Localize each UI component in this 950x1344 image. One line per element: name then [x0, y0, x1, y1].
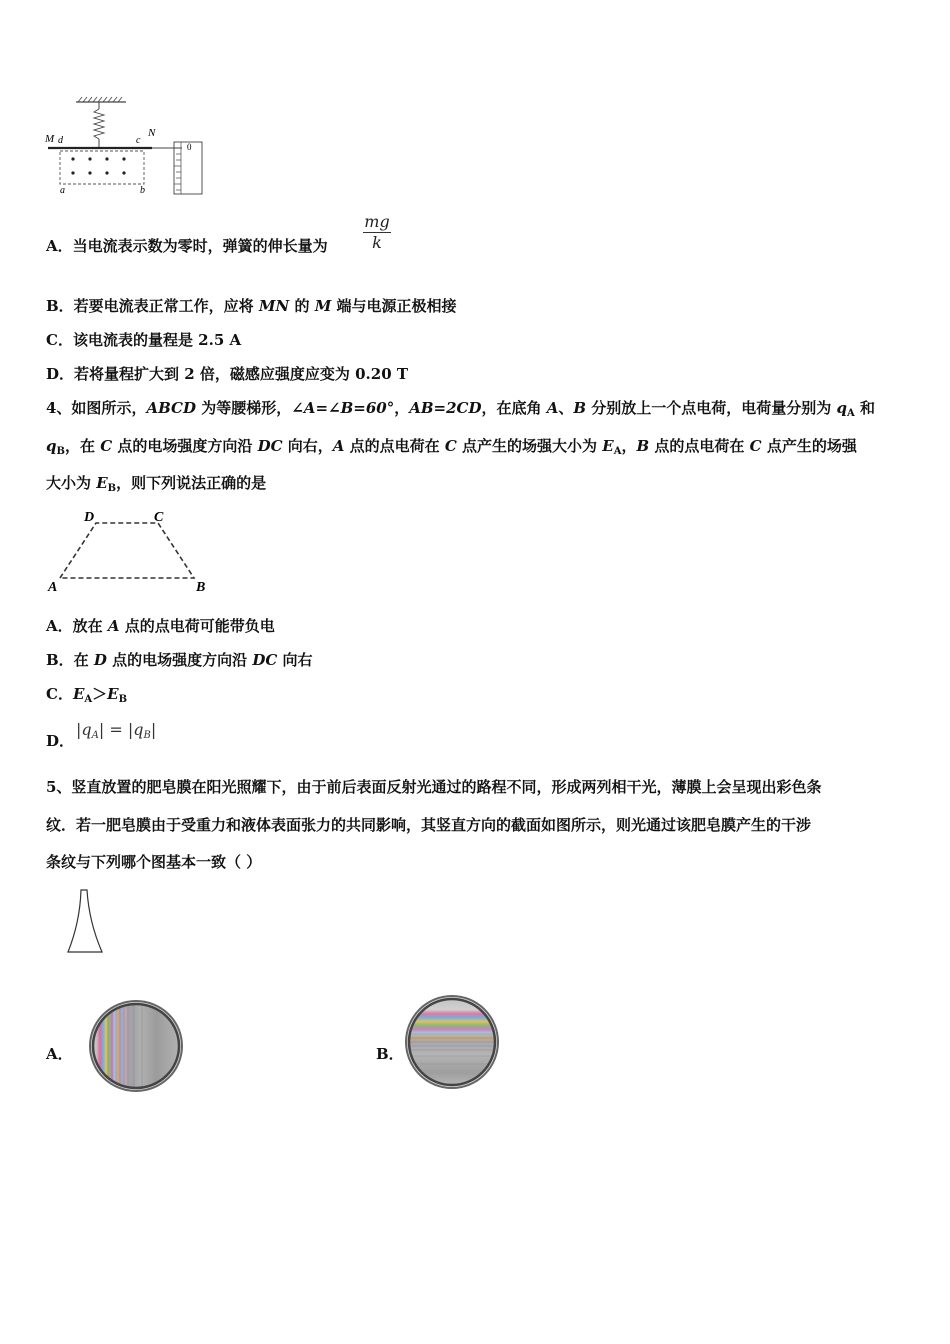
label-D: D: [84, 510, 95, 525]
abs-charge-equation: |qA| = |qB|: [76, 720, 157, 741]
label-zero: 0: [187, 142, 192, 152]
label-c: c: [136, 135, 141, 146]
q5-option-a-label[interactable]: A．: [46, 1045, 73, 1063]
label-C: C: [154, 510, 164, 525]
label-a: a: [60, 185, 65, 196]
label-A: A: [48, 580, 58, 594]
label-B: B: [196, 580, 206, 594]
q5-option-b-label[interactable]: B．: [376, 1045, 404, 1063]
label-b: b: [140, 185, 145, 196]
q5-stem-line3: 条纹与下列哪个图基本一致（ ）: [46, 853, 262, 871]
q4-option-b[interactable]: B．在 D 点的电场强度方向沿 DC 向右: [46, 651, 313, 669]
label-N: N: [148, 127, 156, 139]
fraction-denominator: k: [372, 233, 382, 252]
label-M: M: [45, 133, 55, 145]
fraction-numerator: mg: [364, 212, 390, 231]
trapezoid-diagram: [44, 506, 214, 594]
q4-stem-line1: 4、如图所示，ABCD 为等腰梯形，∠A=∠B=60°，AB=2CD，在底角 A、B 分别放上一个点电荷，电荷量分别为 $q_A$ 和: [46, 399, 876, 419]
q4-option-a[interactable]: A．放在 A 点的点电荷可能带负电: [46, 617, 275, 635]
ammeter-diagram: [40, 96, 220, 200]
q5-stem-line2: 纹．若一肥皂膜由于受重力和液体表面张力的共同影响，其竖直方向的截面如图所示，则光通过该肥皂膜产生的干涉: [46, 816, 812, 834]
q3-option-b[interactable]: B．若要电流表正常工作，应将 MN 的 M 端与电源正极相接: [46, 297, 457, 315]
fringe-image-vertical[interactable]: [86, 998, 186, 1094]
q4-stem-line2: $q_B$，在 C 点的电场强度方向沿 DC 向右，A 点的点电荷在 C 点产生的场强大小为 $E_A$，B 点的点电荷在 C 点产生的场强: [46, 437, 857, 457]
soap-film-cross-section: [62, 888, 108, 958]
q4-option-d[interactable]: D．: [46, 732, 75, 750]
fringe-image-horizontal[interactable]: [402, 994, 502, 1092]
q3-option-c[interactable]: C．该电流表的量程是 2.5 A: [46, 331, 242, 349]
q3-option-a[interactable]: A．当电流表示数为零时，弹簧的伸长量为: [46, 237, 328, 255]
label-d: d: [58, 135, 63, 146]
q4-stem-line3: 大小为 $E_B$，则下列说法正确的是: [46, 474, 267, 494]
q4-option-c[interactable]: C．$E_A>E_B$: [46, 685, 128, 705]
fraction-mg-over-k: [362, 212, 392, 253]
q5-stem-line1: 5、竖直放置的肥皂膜在阳光照耀下，由于前后表面反射光通过的路程不同，形成两列相干光，薄膜上会呈现出彩色条: [46, 778, 822, 796]
q3-option-d[interactable]: D．若将量程扩大到 2 倍，磁感应强度应变为 0.20 T: [46, 365, 409, 383]
